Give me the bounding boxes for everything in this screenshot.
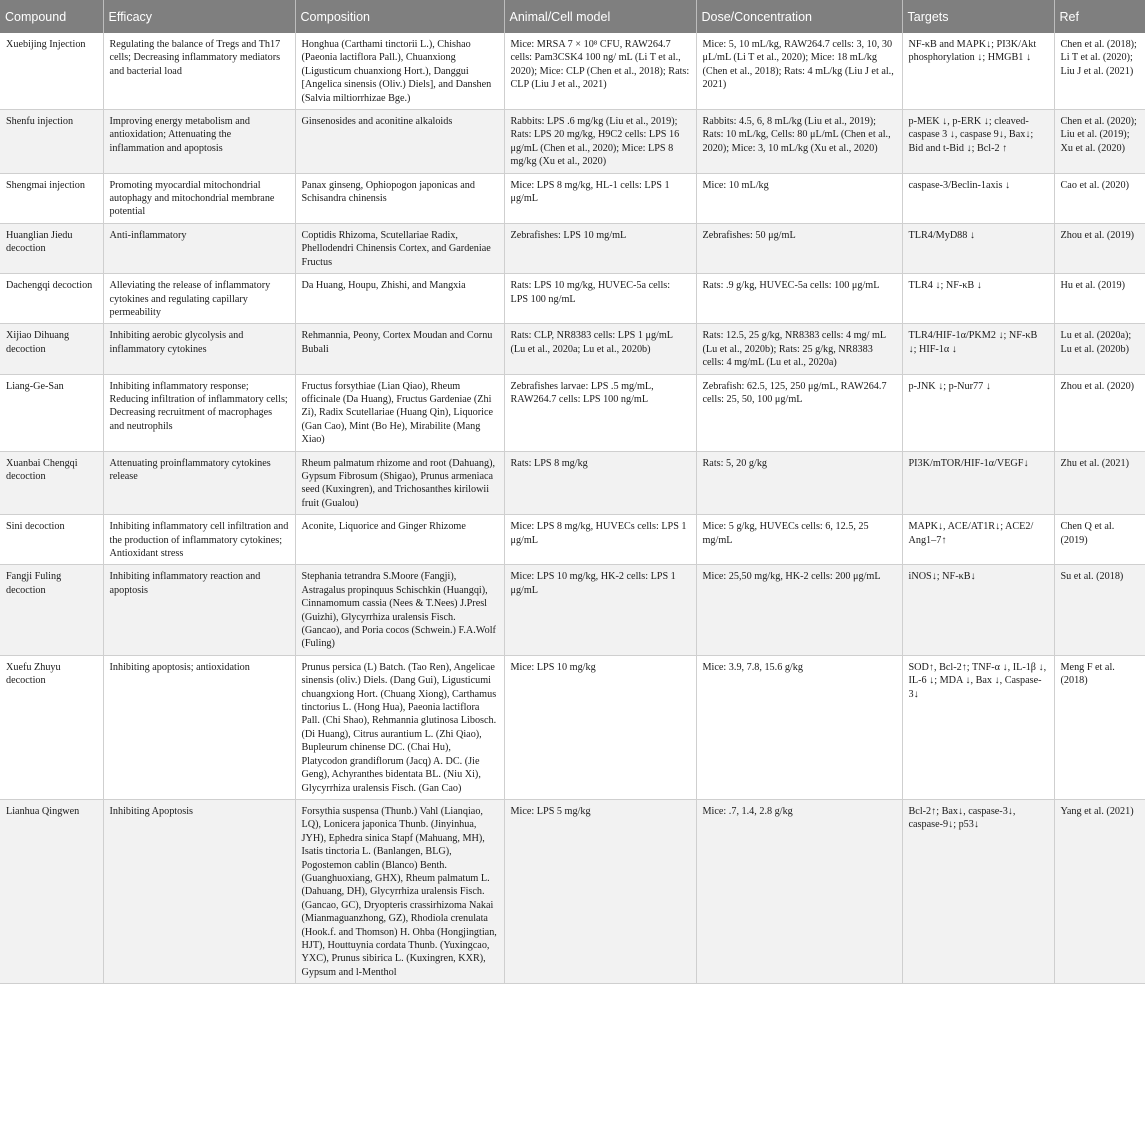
cell-composition: Panax ginseng, Ophiopogon japonicas and Schisandra chinensis	[295, 173, 504, 223]
cell-efficacy: Inhibiting inflammatory cell infiltration and the production of inflammatory cytokines; Antioxidant stress	[103, 515, 295, 565]
cell-compound: Sini decoction	[0, 515, 103, 565]
cell-model: Rats: LPS 10 mg/kg, HUVEC-5a cells: LPS 100 ng/mL	[504, 274, 696, 324]
cell-dose: Mice: 10 mL/kg	[696, 173, 902, 223]
cell-model: Rats: LPS 8 mg/kg	[504, 451, 696, 515]
cell-dose: Rats: .9 g/kg, HUVEC-5a cells: 100 μg/mL	[696, 274, 902, 324]
cell-efficacy: Inhibiting inflammatory reaction and apoptosis	[103, 565, 295, 655]
cell-ref: Chen et al. (2018); Li T et al. (2020); Liu J et al. (2021)	[1054, 33, 1145, 110]
cell-compound: Dachengqi decoction	[0, 274, 103, 324]
cell-targets: NF-κB and MAPK↓; PI3K/Akt phosphorylation ↓; HMGB1 ↓	[902, 33, 1054, 110]
cell-compound: Liang-Ge-San	[0, 374, 103, 451]
cell-ref: Chen Q et al. (2019)	[1054, 515, 1145, 565]
cell-model: Rats: CLP, NR8383 cells: LPS 1 μg/mL (Lu et al., 2020a; Lu et al., 2020b)	[504, 324, 696, 374]
cell-compound: Xuefu Zhuyu decoction	[0, 655, 103, 799]
cell-compound: Xuebijing Injection	[0, 33, 103, 110]
cell-dose: Rats: 5, 20 g/kg	[696, 451, 902, 515]
cell-model: Mice: LPS 5 mg/kg	[504, 799, 696, 983]
cell-compound: Xuanbai Chengqi decoction	[0, 451, 103, 515]
cell-model: Zebrafishes larvae: LPS .5 mg/mL, RAW264.7 cells: LPS 100 ng/mL	[504, 374, 696, 451]
cell-targets: caspase-3/Beclin-1axis ↓	[902, 173, 1054, 223]
table-row	[0, 274, 1145, 324]
cell-dose: Mice: 5, 10 mL/kg, RAW264.7 cells: 3, 10, 30 μL/mL (Li T et al., 2020); Mice: 18 mL/kg (Chen et al., 2018); Rats: 4 mL/kg (Liu J et al., 2021)	[696, 33, 902, 110]
cell-model: Mice: LPS 8 mg/kg, HUVECs cells: LPS 1 μg/mL	[504, 515, 696, 565]
header-row	[0, 0, 1145, 33]
cell-efficacy: Inhibiting inflammatory response; Reducing infiltration of inflammatory cells; Decreasing recruitment of macrophages and neutrophils	[103, 374, 295, 451]
cell-targets: TLR4 ↓; NF-κB ↓	[902, 274, 1054, 324]
cell-targets: TLR4/HIF-1α/PKM2 ↓; NF-κB ↓; HIF-1α ↓	[902, 324, 1054, 374]
cell-compound: Lianhua Qingwen	[0, 799, 103, 983]
cell-model: Mice: MRSA 7 × 10⁸ CFU, RAW264.7 cells: Pam3CSK4 100 ng/ mL (Li T et al., 2020); Mice: CLP (Chen et al., 2018); Rats: CLP (Liu J et al., 2021)	[504, 33, 696, 110]
table-row	[0, 655, 1145, 799]
cell-efficacy: Inhibiting aerobic glycolysis and inflammatory cytokines	[103, 324, 295, 374]
cell-composition: Rehmannia, Peony, Cortex Moudan and Cornu Bubali	[295, 324, 504, 374]
table-row	[0, 451, 1145, 515]
cell-ref: Hu et al. (2019)	[1054, 274, 1145, 324]
cell-composition: Aconite, Liquorice and Ginger Rhizome	[295, 515, 504, 565]
header-model: Animal/Cell model	[504, 0, 696, 33]
cell-dose: Mice: 3.9, 7.8, 15.6 g/kg	[696, 655, 902, 799]
cell-efficacy: Anti-inflammatory	[103, 223, 295, 273]
table-row	[0, 374, 1145, 451]
table-row	[0, 324, 1145, 374]
cell-dose: Rabbits: 4.5, 6, 8 mL/kg (Liu et al., 2019); Rats: 10 mL/kg, Cells: 80 μL/mL (Chen et al., 2020); Mice: 3, 10 mL/kg (Xu et al., 2020)	[696, 110, 902, 174]
table-row	[0, 110, 1145, 174]
cell-ref: Meng F et al. (2018)	[1054, 655, 1145, 799]
cell-targets: p-MEK ↓, p-ERK ↓; cleaved-caspase 3 ↓, caspase 9↓, Bax↓; Bid and t-Bid ↓; Bcl-2 ↑	[902, 110, 1054, 174]
cell-efficacy: Attenuating proinflammatory cytokines release	[103, 451, 295, 515]
cell-dose: Mice: .7, 1.4, 2.8 g/kg	[696, 799, 902, 983]
cell-model: Mice: LPS 10 mg/kg, HK-2 cells: LPS 1 μg/mL	[504, 565, 696, 655]
header-composition: Composition	[295, 0, 504, 33]
cell-ref: Chen et al. (2020); Liu et al. (2019); Xu et al. (2020)	[1054, 110, 1145, 174]
cell-ref: Yang et al. (2021)	[1054, 799, 1145, 983]
table-row	[0, 515, 1145, 565]
cell-targets: TLR4/MyD88 ↓	[902, 223, 1054, 273]
cell-ref: Zhou et al. (2019)	[1054, 223, 1145, 273]
cell-ref: Lu et al. (2020a); Lu et al. (2020b)	[1054, 324, 1145, 374]
table-row	[0, 173, 1145, 223]
cell-dose: Zebrafishes: 50 μg/mL	[696, 223, 902, 273]
cell-targets: MAPK↓, ACE/AT1R↓; ACE2/ Ang1–7↑	[902, 515, 1054, 565]
cell-ref: Su et al. (2018)	[1054, 565, 1145, 655]
cell-targets: Bcl-2↑; Bax↓, caspase-3↓, caspase-9↓; p53↓	[902, 799, 1054, 983]
cell-dose: Zebrafish: 62.5, 125, 250 μg/mL, RAW264.7 cells: 25, 50, 100 μg/mL	[696, 374, 902, 451]
cell-ref: Cao et al. (2020)	[1054, 173, 1145, 223]
table-row	[0, 33, 1145, 110]
cell-efficacy: Alleviating the release of inflammatory cytokines and regulating capillary permeability	[103, 274, 295, 324]
cell-model: Mice: LPS 10 mg/kg	[504, 655, 696, 799]
cell-ref: Zhou et al. (2020)	[1054, 374, 1145, 451]
cell-efficacy: Inhibiting apoptosis; antioxidation	[103, 655, 295, 799]
cell-efficacy: Inhibiting Apoptosis	[103, 799, 295, 983]
cell-composition: Honghua (Carthami tinctorii L.), Chishao (Paeonia lactiflora Pall.), Chuanxiong (Ligusticum chuanxiong Hort.), Danggui [Angelica sinensis (Oliv.) Diels], and Danshen (Salvia miltiorrhizae Bge.)	[295, 33, 504, 110]
cell-dose: Mice: 25,50 mg/kg, HK-2 cells: 200 μg/mL	[696, 565, 902, 655]
cell-composition: Forsythia suspensa (Thunb.) Vahl (Lianqiao, LQ), Lonicera japonica Thunb. (Jinyinhua, JYH), Ephedra sinica Stapf (Mahuang, MH), Isatis tinctoria L. (Banlangen, BLG), Pogostemon cablin (Blanco) Benth. (Guanghuoxiang, GHX), Rheum palmatum L. (Dahuang, DH), Glycyrrhiza uralensis Fisch. (Gancao, GC), Dryopteris crassirhizoma Nakai (Mianmaguanzhong, GZ), Rhodiola crenulata (Hook.f. and Thomson) H. Ohba (Hongjingtian, HJT), Houttuynia cordata Thunb. (Yuxingcao, YXC), Prunus sibirica L. (Kuxingren, KXR), Gypsum and l-Menthol	[295, 799, 504, 983]
cell-compound: Shenfu injection	[0, 110, 103, 174]
cell-composition: Prunus persica (L) Batch. (Tao Ren), Angelicae sinensis (oliv.) Diels. (Dang Gui), Ligusticumi chuangxiong Hort. (Chuang Xiong), Carthamus tinctorius L. (Hong Hua), Paeonia lactiflora Pall. (Chi Shao), Rehmannia glutinosa Libosch. (Di Huang), Citrus aurantium L. (Zhi Qiao), Bupleurum chinense DC. (Chai Hu), Platycodon grandiflorum (Jacq) A. DC. (Jie Geng), Achyranthes bidentata BL. (Niu Xi), Glycyrrhiza uralensis Fisch. (Gan Cao)	[295, 655, 504, 799]
header-ref: Ref	[1054, 0, 1145, 33]
cell-compound: Fangji Fuling decoction	[0, 565, 103, 655]
cell-targets: p-JNK ↓; p-Nur77 ↓	[902, 374, 1054, 451]
cell-dose: Mice: 5 g/kg, HUVECs cells: 6, 12.5, 25 mg/mL	[696, 515, 902, 565]
cell-targets: iNOS↓; NF-κB↓	[902, 565, 1054, 655]
cell-compound: Shengmai injection	[0, 173, 103, 223]
cell-model: Zebrafishes: LPS 10 mg/mL	[504, 223, 696, 273]
cell-dose: Rats: 12.5, 25 g/kg, NR8383 cells: 4 mg/ mL (Lu et al., 2020b); Rats: 25 g/kg, NR8383 cells: 4 mg/mL (Lu et al., 2020a)	[696, 324, 902, 374]
cell-composition: Rheum palmatum rhizome and root (Dahuang), Gypsum Fibrosum (Shigao), Prunus armeniaca seed (Kuxingren), and Trichosanthes kirilowii fruit (Gualou)	[295, 451, 504, 515]
cell-efficacy: Improving energy metabolism and antioxidation; Attenuating the inflammation and apoptosis	[103, 110, 295, 174]
header-efficacy: Efficacy	[103, 0, 295, 33]
cell-composition: Fructus forsythiae (Lian Qiao), Rheum officinale (Da Huang), Fructus Gardeniae (Zhi Zi), Radix Scutellariae (Huang Qin), Liquorice (Gan Cao), Mint (Bo He), Mirabilite (Mang Xiao)	[295, 374, 504, 451]
header-targets: Targets	[902, 0, 1054, 33]
table-row	[0, 223, 1145, 273]
cell-efficacy: Regulating the balance of Tregs and Th17 cells; Decreasing inflammatory mediators and bacterial load	[103, 33, 295, 110]
cell-targets: SOD↑, Bcl-2↑; TNF-α ↓, IL-1β ↓, IL-6 ↓; MDA ↓, Bax ↓, Caspase-3↓	[902, 655, 1054, 799]
cell-targets: PI3K/mTOR/HIF-1α/VEGF↓	[902, 451, 1054, 515]
cell-composition: Da Huang, Houpu, Zhishi, and Mangxia	[295, 274, 504, 324]
table-row	[0, 799, 1145, 983]
cell-model: Mice: LPS 8 mg/kg, HL-1 cells: LPS 1 μg/mL	[504, 173, 696, 223]
cell-model: Rabbits: LPS .6 mg/kg (Liu et al., 2019); Rats: LPS 20 mg/kg, H9C2 cells: LPS 16 μg/mL (Chen et al., 2020); Mice: LPS 8 mg/kg (Xu et al., 2020)	[504, 110, 696, 174]
header-dose: Dose/Concentration	[696, 0, 902, 33]
cell-compound: Xijiao Dihuang decoction	[0, 324, 103, 374]
cell-composition: Coptidis Rhizoma, Scutellariae Radix, Phellodendri Chinensis Cortex, and Gardeniae Fructus	[295, 223, 504, 273]
cell-compound: Huanglian Jiedu decoction	[0, 223, 103, 273]
header-compound: Compound	[0, 0, 103, 33]
cell-efficacy: Promoting myocardial mitochondrial autophagy and mitochondrial membrane potential	[103, 173, 295, 223]
cell-ref: Zhu et al. (2021)	[1054, 451, 1145, 515]
table-row	[0, 565, 1145, 655]
cell-composition: Stephania tetrandra S.Moore (Fangji), Astragalus propinquus Schischkin (Huangqi), Cinnamomum cassia (Nees & T.Nees) J.Presl (Guizhi), Glycyrrhiza uralensis Fisch. (Gancao), and Poria cocos (Schwein.) F.A.Wolf (Fuling)	[295, 565, 504, 655]
cell-composition: Ginsenosides and aconitine alkaloids	[295, 110, 504, 174]
